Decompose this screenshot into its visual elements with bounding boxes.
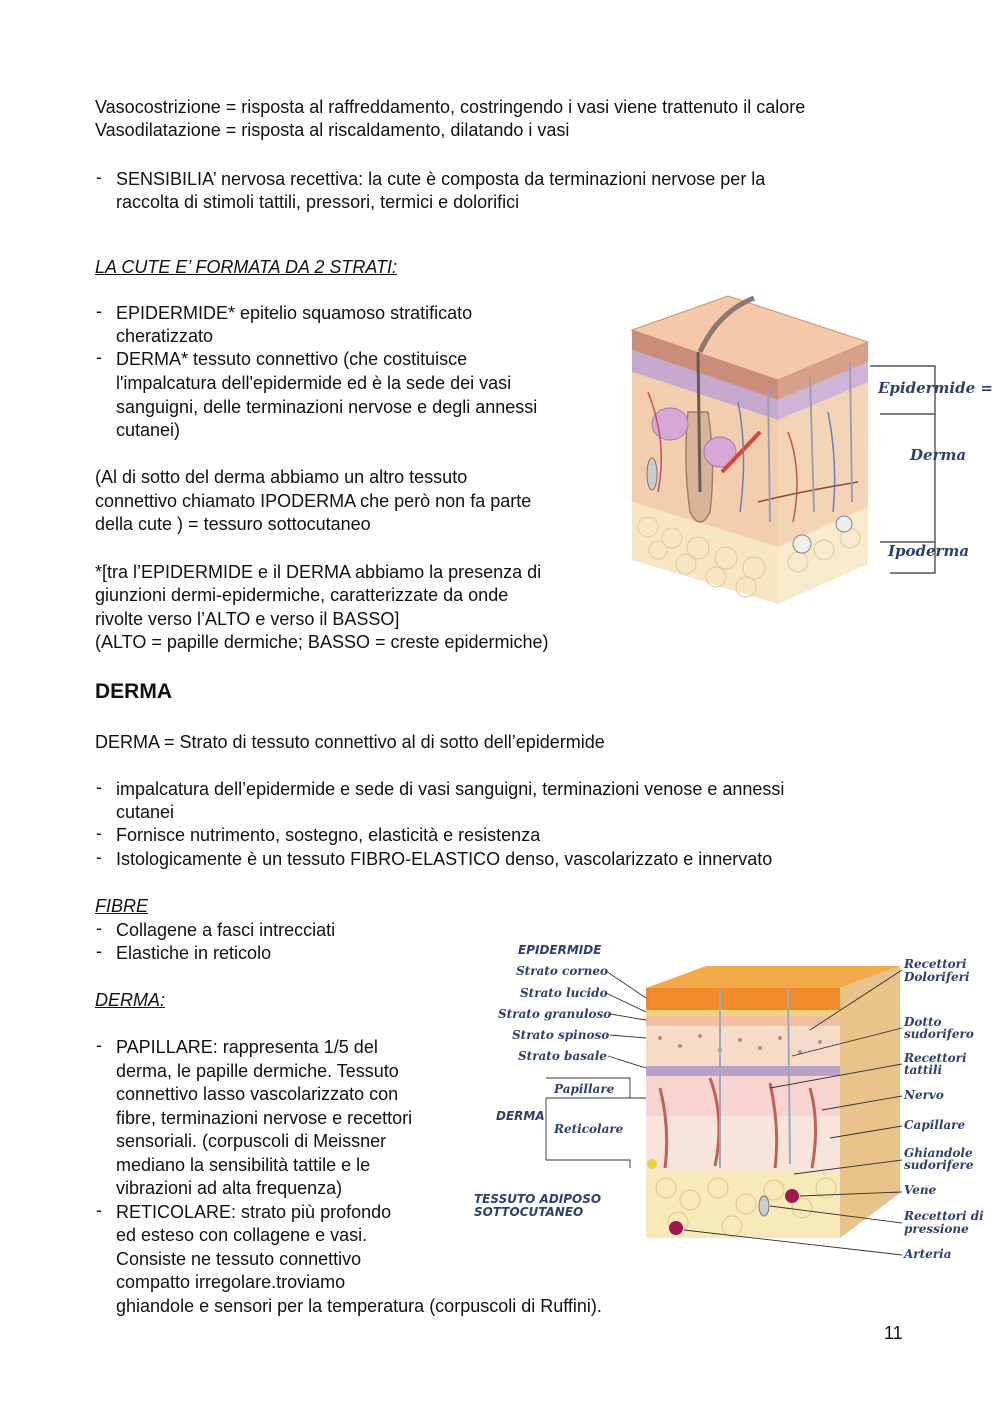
label-recettori-tattili-1: Recettori — [904, 1051, 967, 1065]
label-tessuto-adiposo-1: TESSUTO ADIPOSO — [474, 1192, 602, 1206]
label-nervo: Nervo — [904, 1088, 944, 1102]
papillare-line-5: sensoriali. (corpuscoli di Meissner — [116, 1131, 387, 1151]
epidermide-line-2: cheratizzato — [116, 326, 214, 346]
label-recettori-doloriferi-2: Doloriferi — [904, 970, 970, 984]
label-strato-corneo: Strato corneo — [516, 964, 609, 978]
label-vene: Vene — [904, 1183, 937, 1197]
bullet-dash: - — [96, 847, 102, 867]
bullet-dash: - — [96, 777, 102, 797]
papillare-line-6: mediano la sensibilità tattile e le — [116, 1155, 371, 1175]
reticolare-line-5: ghiandole e sensori per la temperatura (corpuscoli di Ruffini). — [116, 1296, 602, 1316]
derma-layers-heading: DERMA: — [95, 990, 166, 1010]
derma-bullet-2: Fornisce nutrimento, sostegno, elasticità e resistenza — [116, 825, 541, 845]
skin-cross-section-diagram — [470, 938, 990, 1278]
derma-bullet-1-line-1: impalcatura dell’epidermide e sede di vasi sanguigni, terminazioni venose e annessi — [116, 779, 785, 799]
label-dotto-2: sudorifero — [904, 1027, 974, 1041]
label-papillare: Papillare — [554, 1082, 615, 1096]
fibre-heading: FIBRE — [95, 896, 149, 916]
label-strato-granuloso: Strato granuloso — [498, 1007, 612, 1021]
bullet-dash: - — [96, 823, 102, 843]
bullet-dash: - — [96, 941, 102, 961]
papillare-line-4: fibre, terminazioni nervose e recettori — [116, 1108, 413, 1128]
label-strato-basale: Strato basale — [518, 1049, 607, 1063]
giunzioni-line-3: rivolte verso l’ALTO e verso il BASSO] — [95, 609, 400, 629]
reticolare-line-1: RETICOLARE: strato più profondo — [116, 1202, 392, 1222]
derma-line-3: sanguigni, delle terminazioni nervose e degli annessi — [116, 397, 538, 417]
label-ghiandole-2: sudorifere — [904, 1158, 974, 1172]
label-capillare: Capillare — [904, 1118, 966, 1132]
bullet-dash: - — [96, 1035, 102, 1055]
label-strato-lucido: Strato lucido — [520, 986, 608, 1000]
figure1-labels — [860, 360, 1000, 590]
giunzioni-line-4: (ALTO = papille dermiche; BASSO = creste epidermiche) — [95, 632, 549, 652]
fibre-bullet-1: Collagene a fasci intrecciati — [116, 920, 336, 940]
derma-definition: DERMA = Strato di tessuto connettivo al di sotto dell’epidermide — [95, 732, 605, 752]
label-ipoderma: Ipoderma — [888, 542, 970, 560]
ipoderma-line-3: della cute ) = tessuro sottocutaneo — [95, 514, 371, 534]
label-derma: Derma — [910, 446, 967, 464]
reticolare-line-3: Consiste ne tessuto connettivo — [116, 1249, 362, 1269]
label-tessuto-adiposo-2: SOTTOCUTANEO — [474, 1205, 584, 1219]
epidermide-line-1: EPIDERMIDE* epitelio squamoso stratificato — [116, 303, 473, 323]
derma-line-2: l'impalcatura dell'epidermide ed è la sede dei vasi — [116, 373, 512, 393]
label-recettori-pressione-2: pressione — [904, 1222, 969, 1236]
bullet-dash: - — [96, 918, 102, 938]
bullet-dash: - — [96, 347, 102, 367]
papillare-line-7: vibrazioni ad alta frequenza) — [116, 1178, 343, 1198]
fibre-bullet-2: Elastiche in reticolo — [116, 943, 272, 963]
label-epidermide: Epidermide = — [878, 379, 993, 397]
label-recettori-doloriferi-1: Recettori — [904, 957, 967, 971]
ipoderma-line-1: (Al di sotto del derma abbiamo un altro tessuto — [95, 467, 468, 487]
papillare-line-1: PAPILLARE: rappresenta 1/5 del — [116, 1037, 378, 1057]
giunzioni-line-2: giunzioni dermi-epidermiche, caratterizzate da onde — [95, 585, 509, 605]
sensibilita-line-2: raccolta di stimoli tattili, pressori, termici e dolorifici — [116, 192, 520, 212]
label-recettori-pressione-1: Recettori di — [904, 1209, 984, 1223]
label-recettori-tattili-2: tattili — [904, 1063, 943, 1077]
label-reticolare: Reticolare — [554, 1122, 624, 1136]
ipoderma-line-2: connettivo chiamato IPODERMA che però non fa parte — [95, 491, 532, 511]
strati-heading: LA CUTE E’ FORMATA DA 2 STRATI: — [95, 257, 398, 277]
giunzioni-line-1: *[tra l’EPIDERMIDE e il DERMA abbiamo la presenza di — [95, 562, 542, 582]
papillare-line-2: derma, le papille dermiche. Tessuto — [116, 1061, 399, 1081]
label-derma: DERMA — [496, 1109, 545, 1123]
vasodilatazione-line: Vasodilatazione = risposta al riscaldamento, dilatando i vasi — [95, 120, 570, 140]
vasocostrizione-line: Vasocostrizione = risposta al raffreddamento, costringendo i vasi viene trattenuto il calore — [95, 97, 806, 117]
derma-heading: DERMA — [95, 680, 172, 703]
label-arteria: Arteria — [904, 1247, 952, 1261]
label-epidermide: EPIDERMIDE — [518, 943, 602, 957]
derma-line-4: cutanei) — [116, 420, 181, 440]
label-ghiandole-1: Ghiandole — [904, 1146, 973, 1160]
derma-line-1: DERMA* tessuto connettivo (che costituisce — [116, 349, 468, 369]
reticolare-line-2: ed esteso con collagene e vasi. — [116, 1225, 368, 1245]
bullet-dash: - — [96, 167, 102, 187]
label-dotto-1: Dotto — [904, 1015, 942, 1029]
bullet-dash: - — [96, 1200, 102, 1220]
papillare-line-3: connettivo lasso vascolarizzato con — [116, 1084, 399, 1104]
derma-bullet-1-line-2: cutanei — [116, 802, 175, 822]
bullet-dash: - — [96, 301, 102, 321]
derma-bullet-3: Istologicamente è un tessuto FIBRO-ELASTICO denso, vascolarizzato e innervato — [116, 849, 773, 869]
page-number: 11 — [884, 1323, 903, 1343]
sensibilita-line-1: SENSIBILIA’ nervosa recettiva: la cute è composta da terminazioni nervose per la — [116, 169, 766, 189]
label-strato-spinoso: Strato spinoso — [512, 1028, 610, 1042]
reticolare-line-4: compatto irregolare.troviamo — [116, 1272, 346, 1292]
